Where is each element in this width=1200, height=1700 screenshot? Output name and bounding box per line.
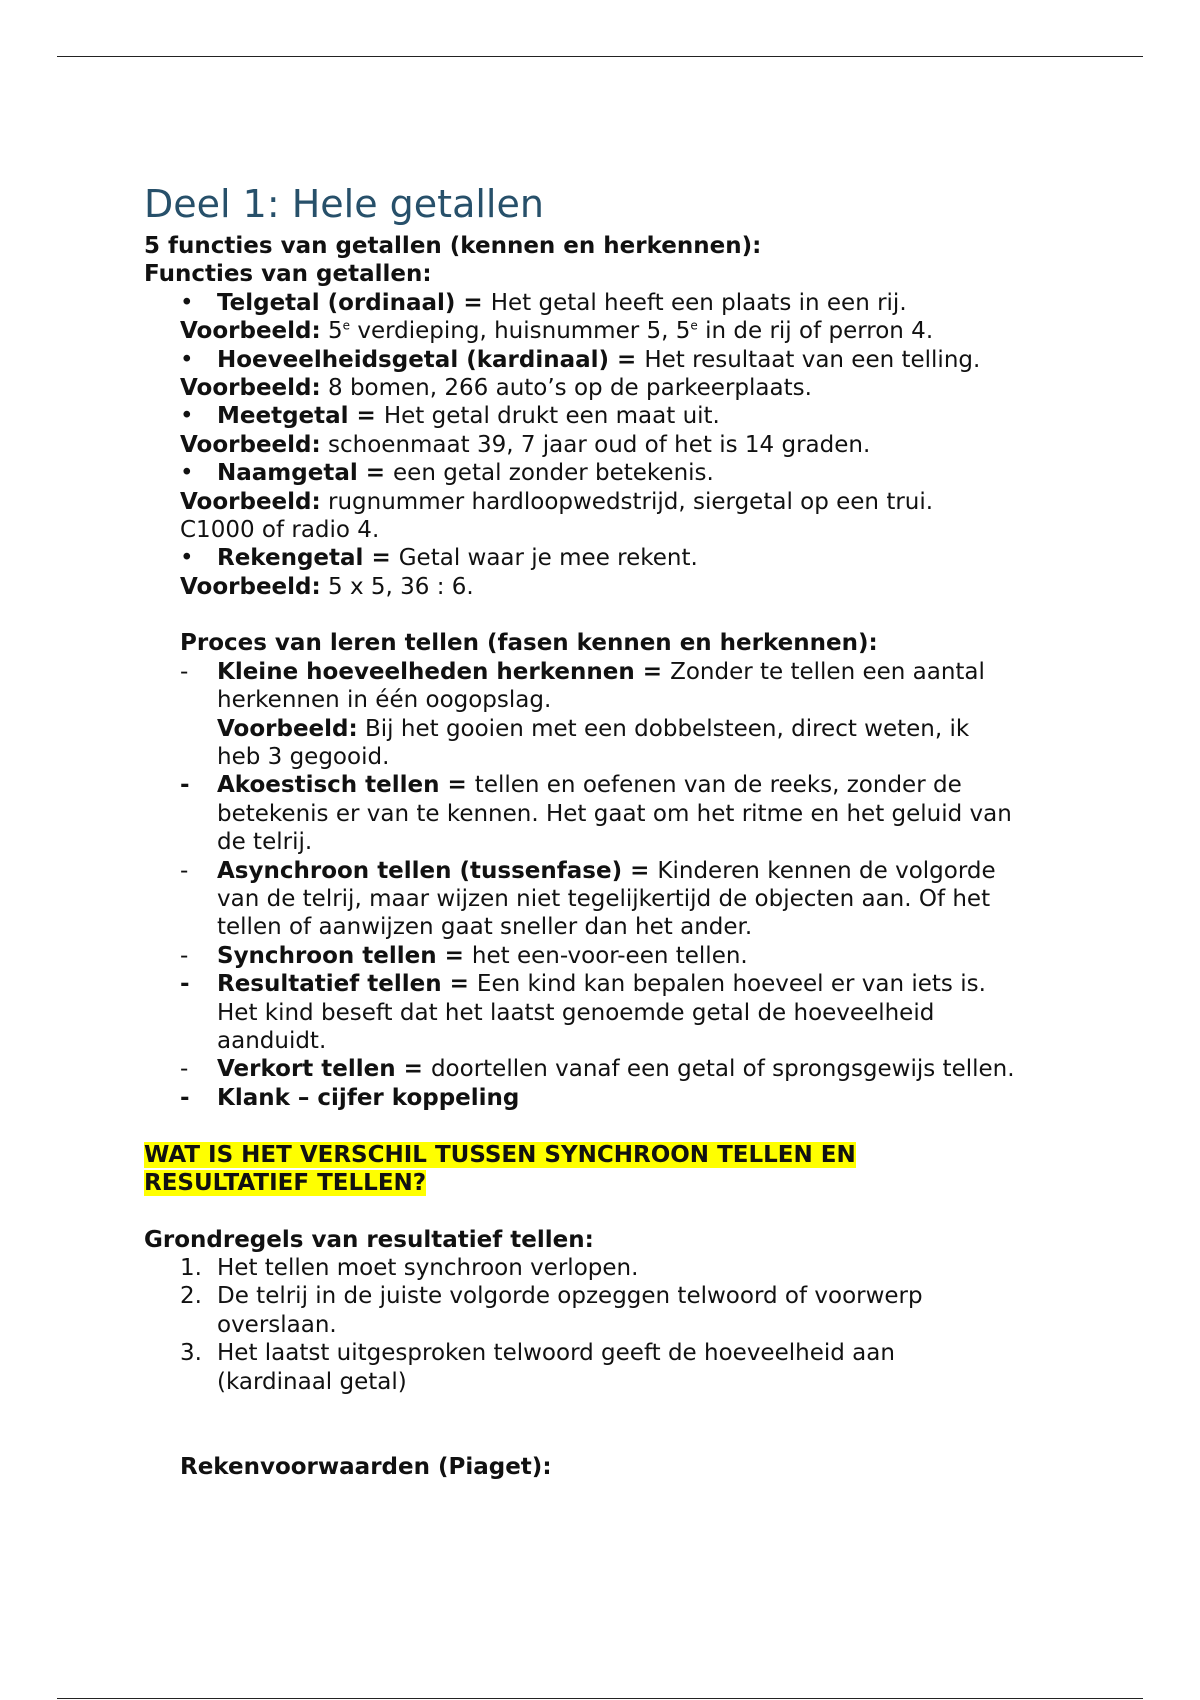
numbered-item: 1. Het tellen moet synchroon verlopen. [180, 1255, 639, 1282]
example-line: heb 3 gegooid. [217, 744, 390, 771]
rules-heading: Grondregels van resultatief tellen: [144, 1226, 594, 1253]
dash-marker: - [180, 1056, 189, 1083]
list-item-continuation: aanduidt. [217, 1027, 327, 1054]
dash-marker: - [180, 658, 189, 685]
item-number: 1. [180, 1255, 202, 1282]
example-line: Voorbeeld: 5e verdieping, huisnummer 5, 5e in de rij of perron 4. [180, 318, 934, 345]
list-item: • Rekengetal = Getal waar je mee rekent. [180, 545, 698, 572]
numbered-item: 2. De telrij in de juiste volgorde opzeggen telwoord of voorwerp [180, 1283, 923, 1310]
highlighted-question: RESULTATIEF TELLEN? [144, 1169, 427, 1196]
example-line: Voorbeeld: Bij het gooien met een dobbelsteen, direct weten, ik [217, 715, 970, 742]
dash-marker: - [180, 942, 189, 969]
item-number: 3. [180, 1340, 202, 1367]
list-item: - Synchroon tellen = het een-voor-een tellen. [180, 942, 748, 969]
list-item: • Naamgetal = een getal zonder betekenis. [180, 460, 714, 487]
list-item: - Verkort tellen = doortellen vanaf een getal of sprongsgewijs tellen. [180, 1056, 1015, 1083]
dash-marker: - [180, 772, 190, 799]
list-item-continuation: van de telrij, maar wijzen niet tegelijkertijd de objecten aan. Of het [217, 885, 991, 912]
list-item: - Akoestisch tellen = tellen en oefenen van de reeks, zonder de [180, 772, 962, 799]
bullet-icon: • [180, 403, 194, 430]
footer-rule [57, 1698, 1143, 1699]
dash-marker: - [180, 971, 190, 998]
document-body [144, 176, 1084, 1481]
bullet-icon: • [180, 289, 194, 316]
list-item: • Telgetal (ordinaal) = Het getal heeft een plaats in een rij. [180, 289, 907, 316]
list-item-continuation: herkennen in één oogopslag. [217, 687, 552, 714]
example-line: C1000 of radio 4. [180, 516, 380, 543]
list-item: - Klank – cijfer koppeling [180, 1084, 520, 1111]
dash-marker: - [180, 857, 189, 884]
list-item-continuation: Het kind beseft dat het laatst genoemde getal de hoeveelheid [217, 999, 935, 1026]
bullet-icon: • [180, 545, 194, 572]
process-heading: Proces van leren tellen (fasen kennen en herkennen): [180, 630, 878, 657]
page-title: Deel 1: Hele getallen [144, 182, 544, 226]
list-item-continuation: betekenis er van te kennen. Het gaat om het ritme en het geluid van [217, 800, 1012, 827]
list-item: - Asynchroon tellen (tussenfase) = Kinderen kennen de volgorde [180, 857, 996, 884]
list-item-continuation: overslaan. [217, 1311, 337, 1338]
list-item: • Meetgetal = Het getal drukt een maat uit. [180, 403, 720, 430]
list-item-continuation: (kardinaal getal) [217, 1368, 407, 1395]
bullet-icon: • [180, 460, 194, 487]
example-line: Voorbeeld: rugnummer hardloopwedstrijd, siergetal op een trui. [180, 488, 934, 515]
numbered-item: 3. Het laatst uitgesproken telwoord geeft de hoeveelheid aan [180, 1340, 895, 1367]
list-item-continuation: tellen of aanwijzen gaat sneller dan het ander. [217, 914, 753, 941]
list-item: - Kleine hoeveelheden herkennen = Zonder te tellen een aantal [180, 658, 985, 685]
example-line: Voorbeeld: schoenmaat 39, 7 jaar oud of het is 14 graden. [180, 431, 871, 458]
highlighted-question: WAT IS HET VERSCHIL TUSSEN SYNCHROON TELLEN EN [144, 1141, 856, 1168]
item-number: 2. [180, 1283, 202, 1310]
example-line: Voorbeeld: 5 x 5, 36 : 6. [180, 573, 474, 600]
dash-marker: - [180, 1084, 190, 1111]
example-line: Voorbeeld: 8 bomen, 266 auto’s op de parkeerplaats. [180, 374, 812, 401]
list-item: • Hoeveelheidsgetal (kardinaal) = Het resultaat van een telling. [180, 346, 981, 373]
functions-subheading: Functies van getallen: [144, 261, 432, 288]
header-rule [57, 56, 1143, 57]
preconditions-heading: Rekenvoorwaarden (Piaget): [180, 1453, 552, 1480]
list-item: - Resultatief tellen = Een kind kan bepalen hoeveel er van iets is. [180, 971, 986, 998]
functions-heading: 5 functies van getallen (kennen en herkennen): [144, 233, 762, 259]
list-item-continuation: de telrij. [217, 829, 313, 856]
bullet-icon: • [180, 346, 194, 373]
